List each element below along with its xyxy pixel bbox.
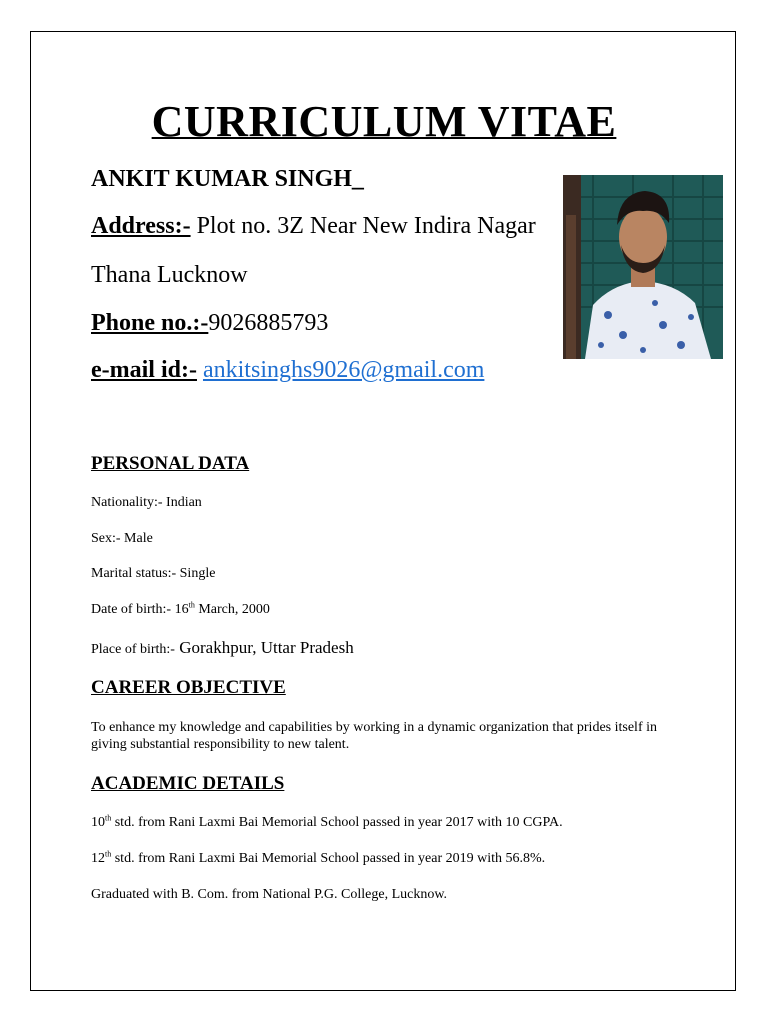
address-label: Address:- [91,213,191,239]
address-line-1 [91,213,536,240]
profile-photo [563,175,723,359]
email-link[interactable]: ankitsinghs9026@gmail.com [202,357,485,383]
academic-item [91,851,545,867]
email-label: e-mail id:- [91,357,197,383]
address-value: Plot no. 3Z Near New Indira Nagar [190,213,536,239]
candidate-name: ANKIT KUMAR SINGH_ [91,166,364,192]
email-line [91,357,484,384]
dob-suffix: March, 2000 [194,602,270,617]
document-title: CURRICULUM VITAE [151,97,617,146]
dob-prefix: Date of birth:- 16 [91,602,189,617]
sex: Sex:- Male [91,531,153,546]
academic-item-2-sup: th [105,849,112,859]
academic-details-heading: ACADEMIC DETAILS [91,773,285,794]
phone-line [91,310,328,337]
academic-item-3: Graduated with B. Com. from National P.G. College, Lucknow. [91,887,448,902]
academic-item-1-sup: th [105,813,112,823]
career-objective-text: To enhance my knowledge and capabilities by working in a dynamic organization that prides itself in giving substantial responsibility to new talent. [91,720,657,752]
pob-value: Gorakhpur, Uttar Pradesh [174,638,354,657]
phone-value: 9026885793 [208,310,329,336]
marital-status: Marital status:- Single [91,566,216,581]
phone-label: Phone no.:- [91,310,209,336]
personal-data-heading: PERSONAL DATA [91,453,250,474]
academic-item-2-text: std. from Rani Laxmi Bai Memorial School passed in year 2019 with 56.8%. [111,851,546,866]
academic-item-2-num: 12 [91,851,105,866]
academic-item-1-num: 10 [91,815,105,830]
date-of-birth [91,602,270,618]
academic-item-1-text: std. from Rani Laxmi Bai Memorial School passed in year 2017 with 10 CGPA. [111,815,563,830]
dob-sup: th [188,600,195,610]
place-of-birth [91,638,354,658]
address-line-2: Thana Lucknow [91,262,248,288]
pob-label: Place of birth:- [91,642,175,657]
nationality: Nationality:- Indian [91,495,202,510]
career-objective-heading: CAREER OBJECTIVE [91,677,286,698]
academic-item [91,815,563,831]
